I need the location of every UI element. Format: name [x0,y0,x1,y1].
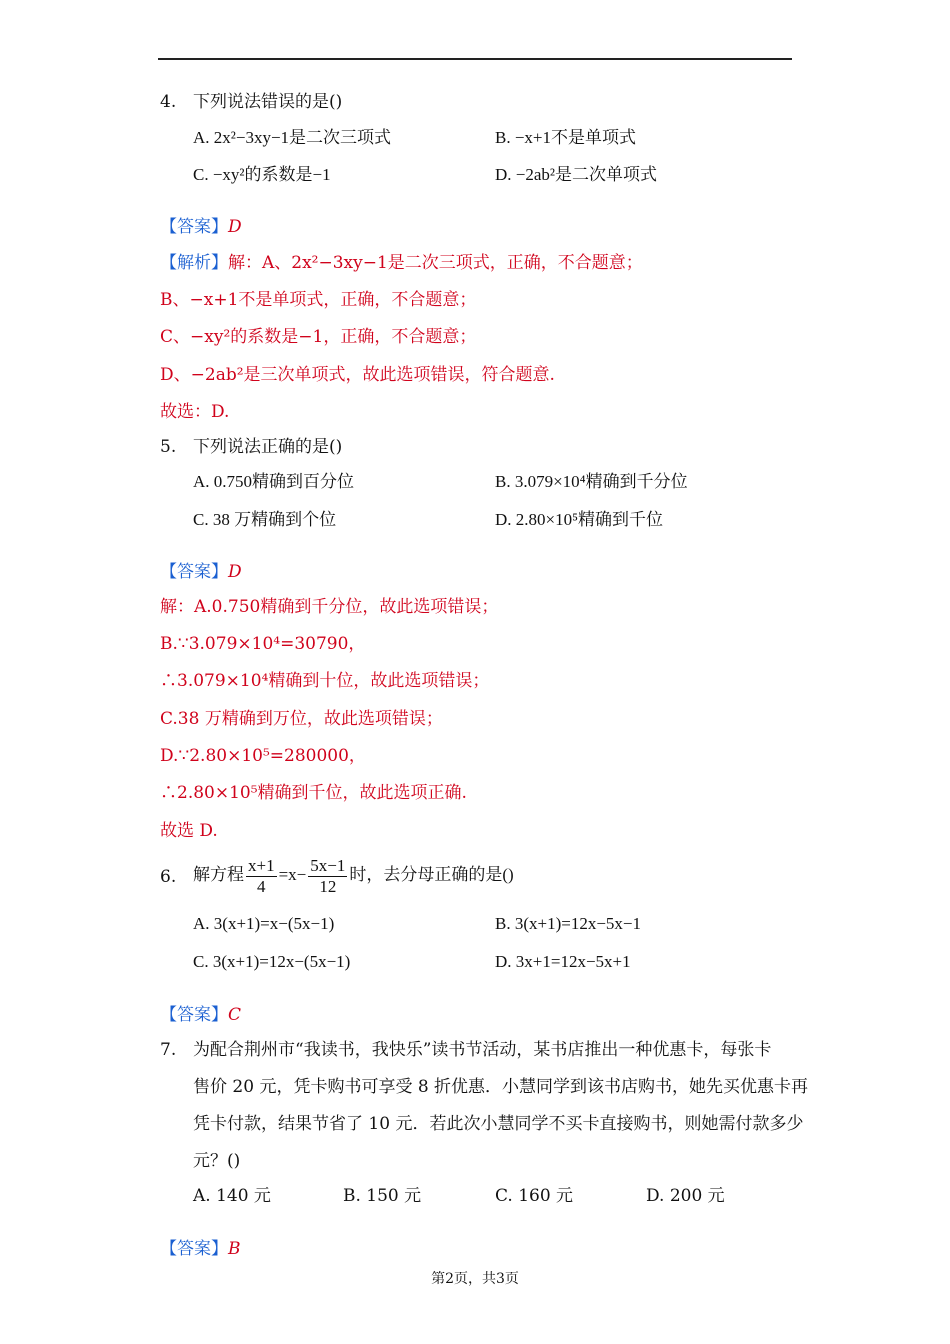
answer-value: C [228,1005,242,1025]
answer-value: D [228,562,242,582]
q6-option-d: D. 3x+1=12x−5x+1 [495,952,631,971]
q5-stem: 下列说法正确的是() [193,437,343,457]
q7-option-a: A. 140 元 [193,1186,271,1206]
q6-stem-prefix: 解方程 [193,865,244,884]
q7-number: 7. [160,1040,177,1060]
q7-stem-line: 售价 20 元，凭卡购书可享受 8 折优惠．小慧同学到该书店购书，她先买优惠卡再 [193,1077,809,1097]
q5-analysis-line: ∴2.80×10⁵精确到千位，故此选项正确. [160,783,467,803]
q4-stem: 下列说法错误的是() [193,92,343,112]
q4-option-b: B. −x+1不是单项式 [495,128,637,147]
q7-stem-line: 元？() [193,1151,241,1171]
q6-stem-suffix: 时，去分母正确的是() [349,865,514,884]
q7-option-b: B. 150 元 [343,1186,422,1206]
q4-option-c: C. −xy²的系数是−1 [193,165,331,184]
q4-analysis-line [160,252,643,274]
answer-value: D [228,217,242,237]
analysis-text: 解：A、2x²−3xy−1是二次三项式，正确，不合题意； [228,253,643,273]
q5-analysis-line: 故选 D. [160,821,218,841]
analysis-tag: 【解析】 [160,253,228,273]
q5-analysis-line: B.∵3.079×10⁴=30790， [160,634,366,654]
q4-answer [160,216,242,238]
q5-analysis-line: D.∵2.80×10⁵=280000， [160,746,366,766]
q6-answer [160,1004,241,1026]
q4-analysis-line: C、−xy²的系数是−1，正确，不合题意； [160,327,477,347]
q7-stem-line: 凭卡付款，结果节省了 10 元．若此次小慧同学不买卡直接购书，则她需付款多少 [193,1114,804,1134]
q6-option-b: B. 3(x+1)=12x−5x−1 [495,914,642,933]
q5-answer [160,561,242,583]
q6-fraction-2 [308,856,347,897]
q5-number: 5. [160,437,177,457]
answer-tag: 【答案】 [160,1005,228,1025]
q6-stem [193,853,514,897]
q6-fraction-1 [246,856,277,897]
q7-option-d: D. 200 元 [646,1186,725,1206]
q4-option-a: A. 2x²−3xy−1是二次三项式 [193,128,392,147]
q5-option-d: D. 2.80×10⁵精确到千位 [495,510,664,529]
q4-number: 4. [160,92,177,112]
q4-analysis-line: 故选：D. [160,402,230,422]
q5-analysis-line: C.38 万精确到万位，故此选项错误； [160,709,443,729]
fraction-denominator: 4 [257,876,266,896]
fraction-numerator: 5x−1 [310,855,346,875]
q7-stem-line: 为配合荆州市“我读书，我快乐”读书节活动，某书店推出一种优惠卡，每张卡 [193,1040,772,1060]
q5-option-a: A. 0.750精确到百分位 [193,472,355,491]
q4-analysis-line: D、−2ab²是三次单项式，故此选项错误，符合题意. [160,365,555,385]
answer-tag: 【答案】 [160,1239,228,1259]
answer-tag: 【答案】 [160,562,228,582]
answer-tag: 【答案】 [160,217,228,237]
q6-option-c: C. 3(x+1)=12x−(5x−1) [193,952,351,971]
q6-option-a: A. 3(x+1)=x−(5x−1) [193,914,335,933]
q4-option-d: D. −2ab²是二次单项式 [495,165,658,184]
q7-answer [160,1238,241,1260]
answer-value: B [228,1239,241,1259]
fraction-numerator: x+1 [248,855,275,875]
header-rule [158,58,792,60]
q5-option-b: B. 3.079×10⁴精确到千分位 [495,472,688,491]
q6-number: 6. [160,867,177,887]
q5-analysis-line: ∴3.079×10⁴精确到十位，故此选项错误； [160,671,490,691]
q5-analysis-line: 解：A.0.750精确到千分位，故此选项错误； [160,597,499,617]
q4-analysis-line: B、−x+1不是单项式，正确，不合题意； [160,290,477,310]
fraction-denominator: 12 [319,876,337,896]
q6-stem-mid: =x− [278,865,307,884]
page-footer: 第2页，共3页 [431,1271,519,1287]
q7-option-c: C. 160 元 [495,1186,574,1206]
q5-option-c: C. 38 万精确到个位 [193,510,337,529]
